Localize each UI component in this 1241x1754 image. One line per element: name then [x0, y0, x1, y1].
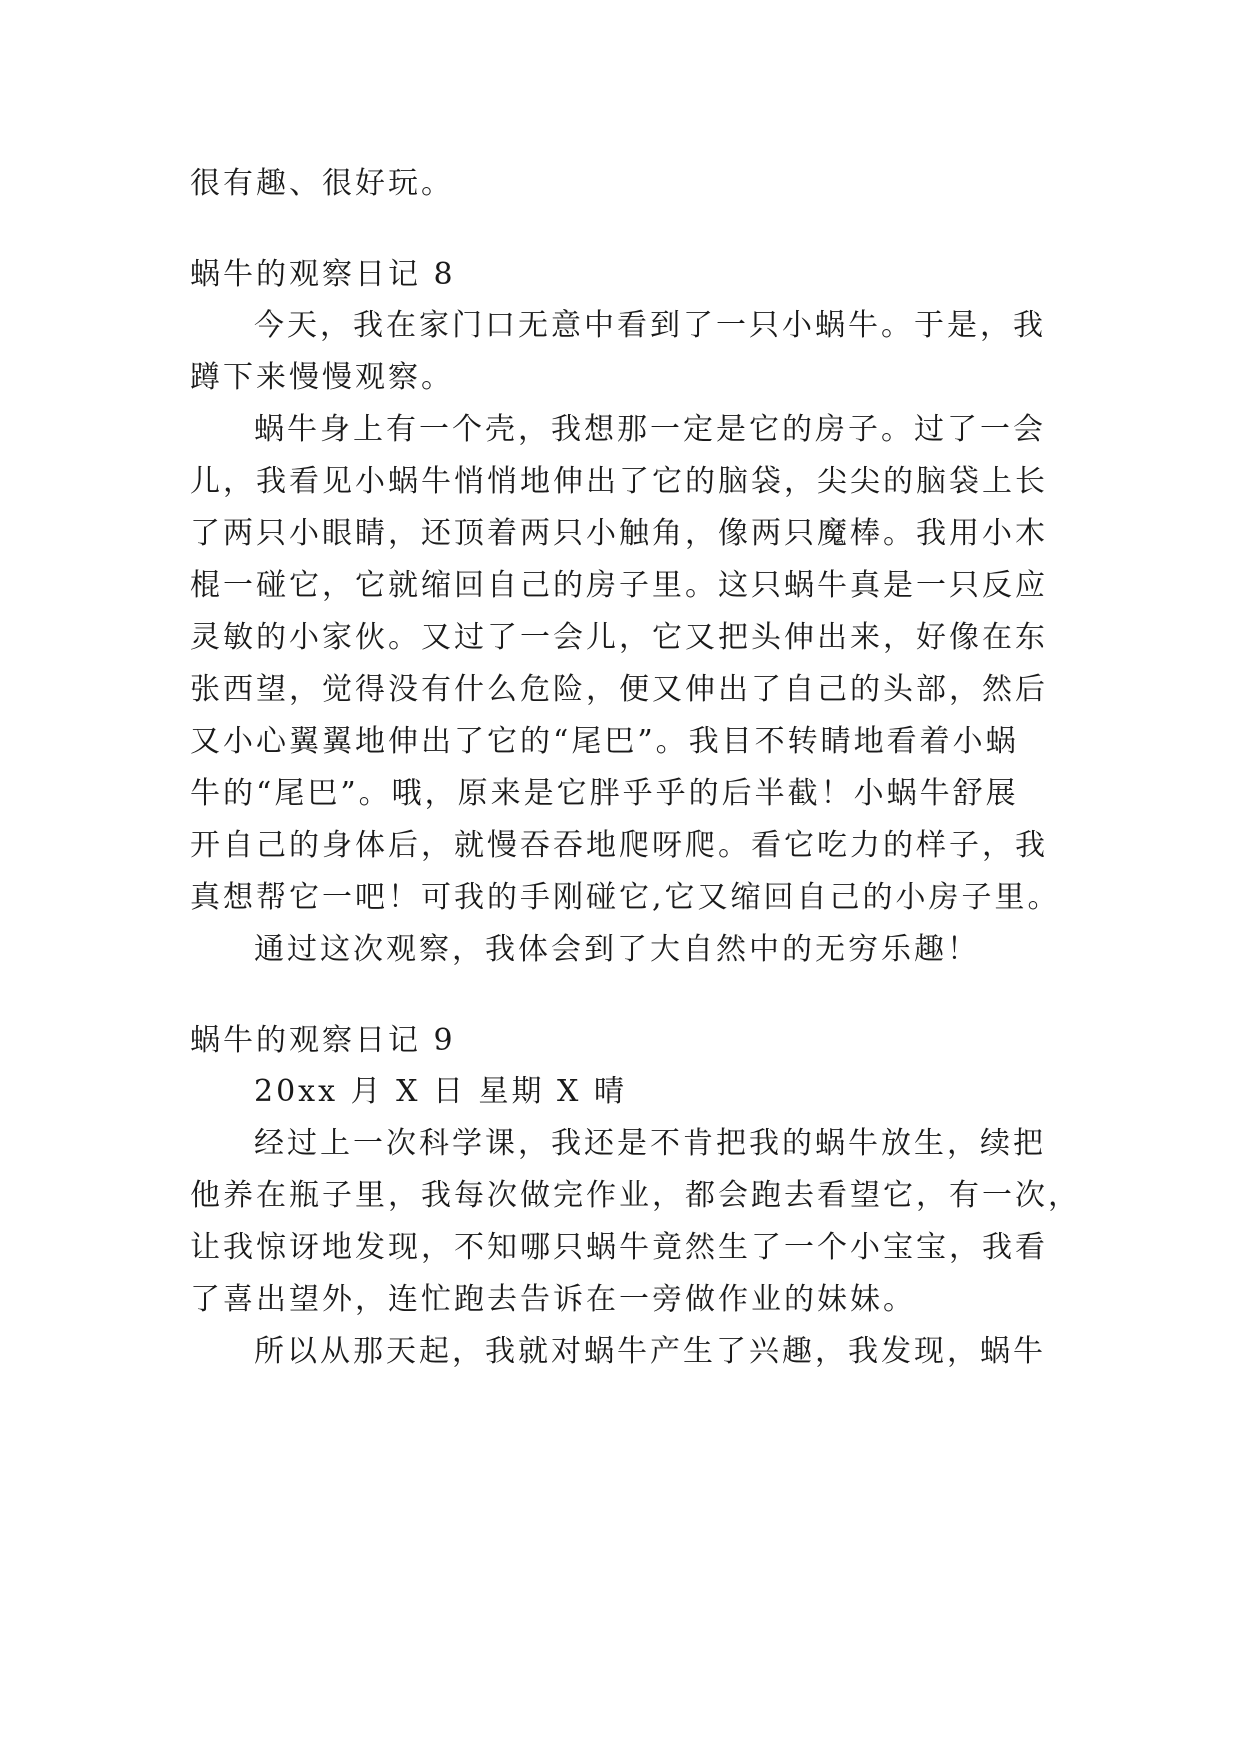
paragraph-line: 经过上一次科学课，我还是不肯把我的蜗牛放生，续把 — [254, 1126, 1046, 1161]
paragraph-line: 牛的“尾巴”。哦，原来是它胖乎乎的后半截！小蜗牛舒展 — [190, 776, 1019, 811]
paragraph-line: 蹲下来慢慢观察。 — [190, 360, 454, 395]
paragraph-line: 今天，我在家门口无意中看到了一只小蜗牛。于是，我 — [254, 308, 1046, 343]
paragraph-line: 让我惊讶地发现，不知哪只蜗牛竟然生了一个小宝宝，我看 — [190, 1230, 1048, 1265]
paragraph-line: 又小心翼翼地伸出了它的“尾巴”。我目不转睛地看着小蜗 — [190, 724, 1019, 759]
continuation-text: 很有趣、很好玩。 — [190, 166, 454, 201]
paragraph-line: 了喜出望外，连忙跑去告诉在一旁做作业的妹妹。 — [190, 1282, 916, 1317]
paragraph-line: 所以从那天起，我就对蜗牛产生了兴趣，我发现，蜗牛 — [254, 1334, 1046, 1369]
paragraph-line: 他养在瓶子里，我每次做完作业，都会跑去看望它，有一次， — [190, 1178, 1081, 1213]
section-9-title: 蜗牛的观察日记 9 — [190, 1023, 456, 1058]
paragraph-line: 张西望，觉得没有什么危险，便又伸出了自己的头部，然后 — [190, 672, 1048, 707]
paragraph-line: 灵敏的小家伙。又过了一会儿，它又把头伸出来，好像在东 — [190, 620, 1048, 655]
diary-date-line: 20xx 月 X 日 星期 X 晴 — [254, 1074, 627, 1109]
paragraph-line: 开自己的身体后，就慢吞吞地爬呀爬。看它吃力的样子，我 — [190, 828, 1048, 863]
paragraph-line: 通过这次观察，我体会到了大自然中的无穷乐趣！ — [254, 932, 980, 967]
paragraph-line: 真想帮它一吧！可我的手刚碰它,它又缩回自己的小房子里。 — [190, 880, 1061, 915]
paragraph-line: 儿，我看见小蜗牛悄悄地伸出了它的脑袋，尖尖的脑袋上长 — [190, 464, 1048, 499]
paragraph-line: 了两只小眼睛，还顶着两只小触角，像两只魔棒。我用小木 — [190, 516, 1048, 551]
paragraph-line: 蜗牛身上有一个壳，我想那一定是它的房子。过了一会 — [254, 412, 1046, 447]
section-8-title: 蜗牛的观察日记 8 — [190, 257, 456, 292]
paragraph-line: 棍一碰它，它就缩回自己的房子里。这只蜗牛真是一只反应 — [190, 568, 1048, 603]
